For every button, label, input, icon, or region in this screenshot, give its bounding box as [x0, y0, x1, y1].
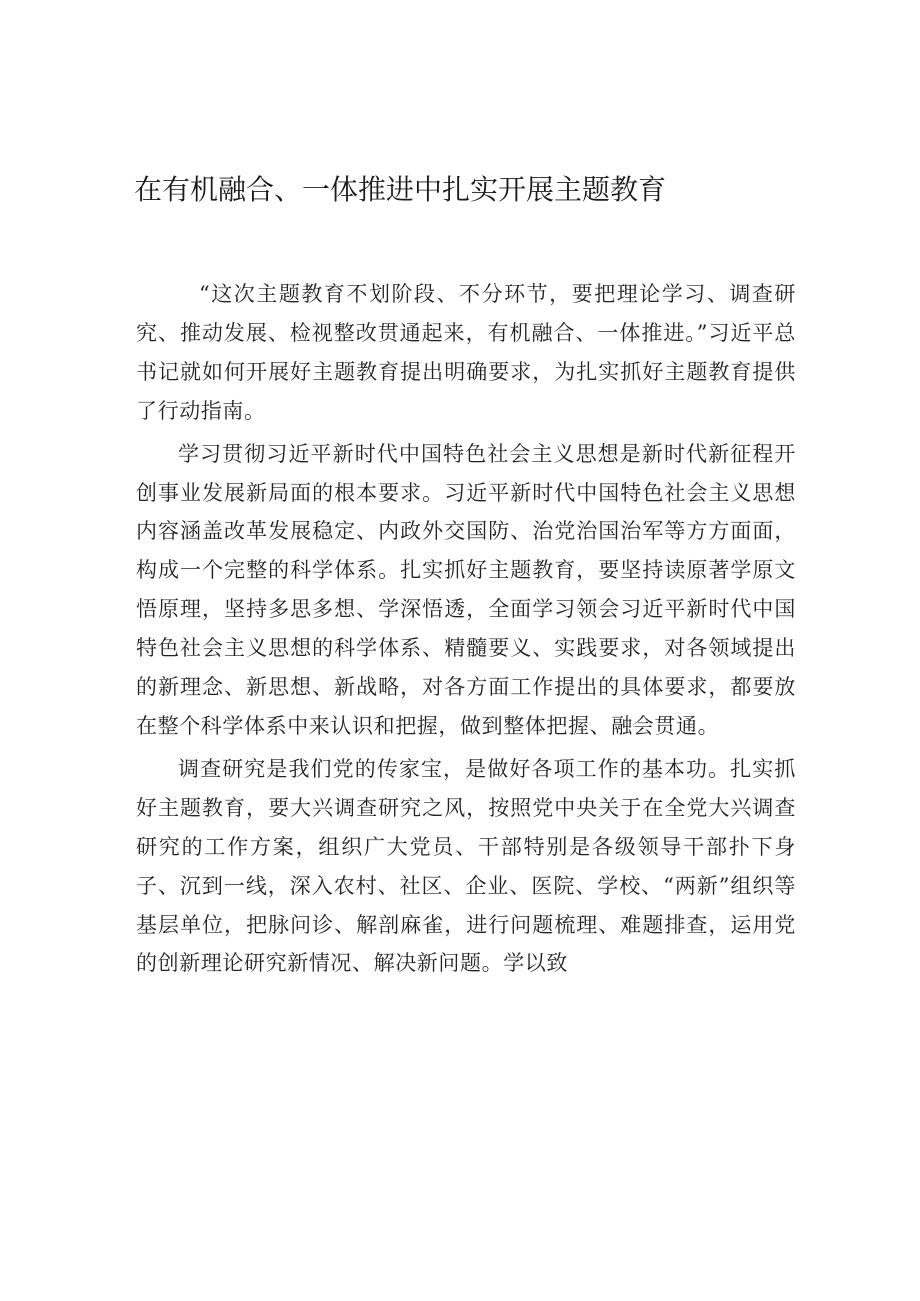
paragraph-3: 调查研究是我们党的传家宝，是做好各项工作的基本功。扎实抓好主题教育，要大兴调查研究之风，按照党中央关于在全党大兴调查研究的工作方案，组织广大党员、干部特别是各级领导干部扑下身子、沉到一线，深入农村、社区、企业、医院、学校、“两新”组织等基层单位，把脉问诊、解剖麻雀，进行问题梳理、难题排查，运用党的创新理论研究新情况、解决新问题。学以致	[136, 756, 796, 976]
paragraph-1: “这次主题教育不划阶段、不分环节，要把理论学习、调查研究、推动发展、检视整改贯通起来，有机融合、一体推进。”习近平总书记就如何开展好主题教育提出明确要求，为扎实抓好主题教育提供了行动指南。	[136, 282, 796, 423]
document-body	[136, 275, 796, 987]
document-title: 在有机融合、一体推进中扎实开展主题教育	[134, 173, 667, 206]
paragraph-2: 学习贯彻习近平新时代中国特色社会主义思想是新时代新征程开创事业发展新局面的根本要求。习近平新时代中国特色社会主义思想内容涵盖改革发展稳定、内政外交国防、治党治国治军等方方面面，构成一个完整的科学体系。扎实抓好主题教育，要坚持读原著学原文悟原理，坚持多思多想、学深悟透，全面学习领会习近平新时代中国特色社会主义思想的科学体系、精髓要义、实践要求，对各领域提出的新理念、新思想、新战略，对各方面工作提出的具体要求，都要放在整个科学体系中来认识和把握，做到整体把握、融会贯通。	[136, 441, 796, 738]
